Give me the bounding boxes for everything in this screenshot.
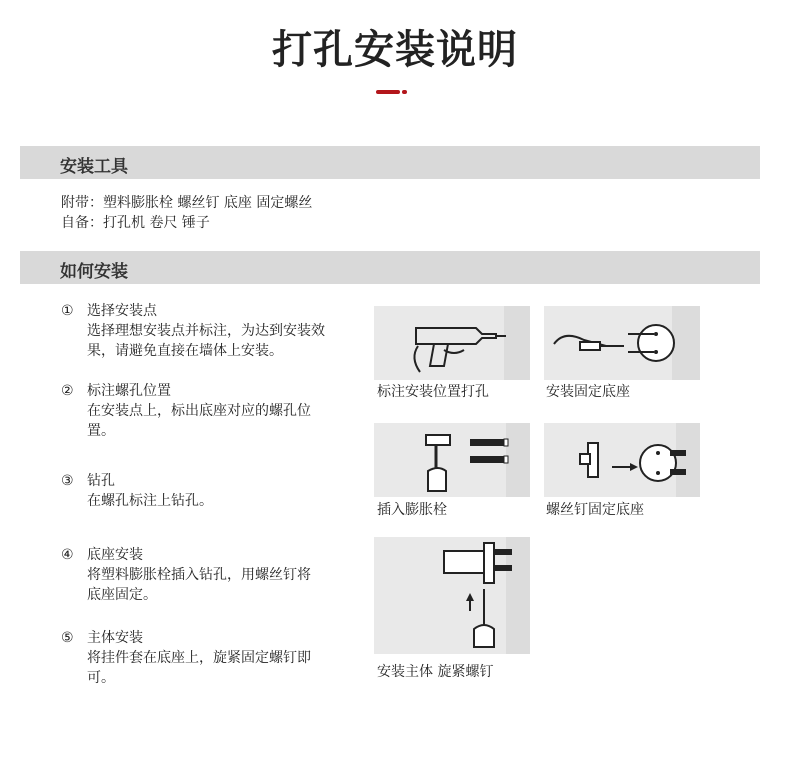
- section-heading-tools: 安装工具: [60, 157, 128, 177]
- step-title: 标注螺孔位置: [87, 383, 171, 399]
- step-number: ③: [61, 473, 74, 489]
- title-underline-dot: [402, 90, 407, 94]
- illustration-screw-base: [544, 423, 700, 497]
- mount-body-icon: [374, 537, 530, 654]
- hammer-anchor-icon: [374, 423, 530, 497]
- caption: 插入膨胀栓: [377, 502, 447, 518]
- step-number: ④: [61, 547, 74, 563]
- tools-list: [61, 193, 312, 233]
- illustration-drill: [374, 306, 530, 380]
- tools-included: 附带：塑料膨胀栓 螺丝钉 底座 固定螺丝: [61, 195, 313, 211]
- illustration-mount-body: [374, 537, 530, 654]
- step-desc: 选择理想安装点并标注，为达到安装效果，请避免直接在墙体上安装。: [87, 323, 325, 359]
- step-desc: 在安装点上，标出底座对应的螺孔位置。: [87, 403, 311, 439]
- page-title: 打孔安装说明: [272, 27, 518, 73]
- section-bar-howto: [20, 251, 760, 284]
- caption: 安装固定底座: [546, 384, 630, 400]
- step-title: 主体安装: [87, 630, 143, 646]
- screw-base-icon: [544, 423, 700, 497]
- step-desc: 在螺孔标注上钻孔。: [87, 493, 213, 509]
- step-title: 选择安装点: [87, 303, 157, 319]
- step-title: 钻孔: [87, 473, 115, 489]
- caption: 标注安装位置打孔: [377, 384, 489, 400]
- step-number: ⑤: [61, 630, 74, 646]
- illustration-hammer: [374, 423, 530, 497]
- step-number: ②: [61, 383, 74, 399]
- step-1: [61, 301, 341, 361]
- step-title: 底座安装: [87, 547, 143, 563]
- drill-icon: [374, 306, 530, 380]
- step-5: [61, 628, 341, 688]
- section-heading-howto: 如何安装: [60, 262, 128, 282]
- caption: 螺丝钉固定底座: [546, 502, 644, 518]
- step-3: [61, 471, 341, 511]
- step-desc: 将挂件套在底座上，旋紧固定螺钉即可。: [87, 650, 311, 686]
- illustration-screwdriver: [544, 306, 700, 380]
- step-number: ①: [61, 303, 74, 319]
- title-underline: [376, 90, 400, 94]
- tools-self-prepared: 自备：打孔机 卷尺 锤子: [61, 215, 210, 231]
- step-desc: 将塑料膨胀栓插入钻孔，用螺丝钉将底座固定。: [87, 567, 311, 603]
- screwdriver-base-icon: [544, 306, 700, 380]
- step-4: [61, 545, 341, 605]
- caption: 安装主体 旋紧螺钉: [377, 664, 494, 680]
- section-bar-tools: [20, 146, 760, 179]
- step-2: [61, 381, 341, 441]
